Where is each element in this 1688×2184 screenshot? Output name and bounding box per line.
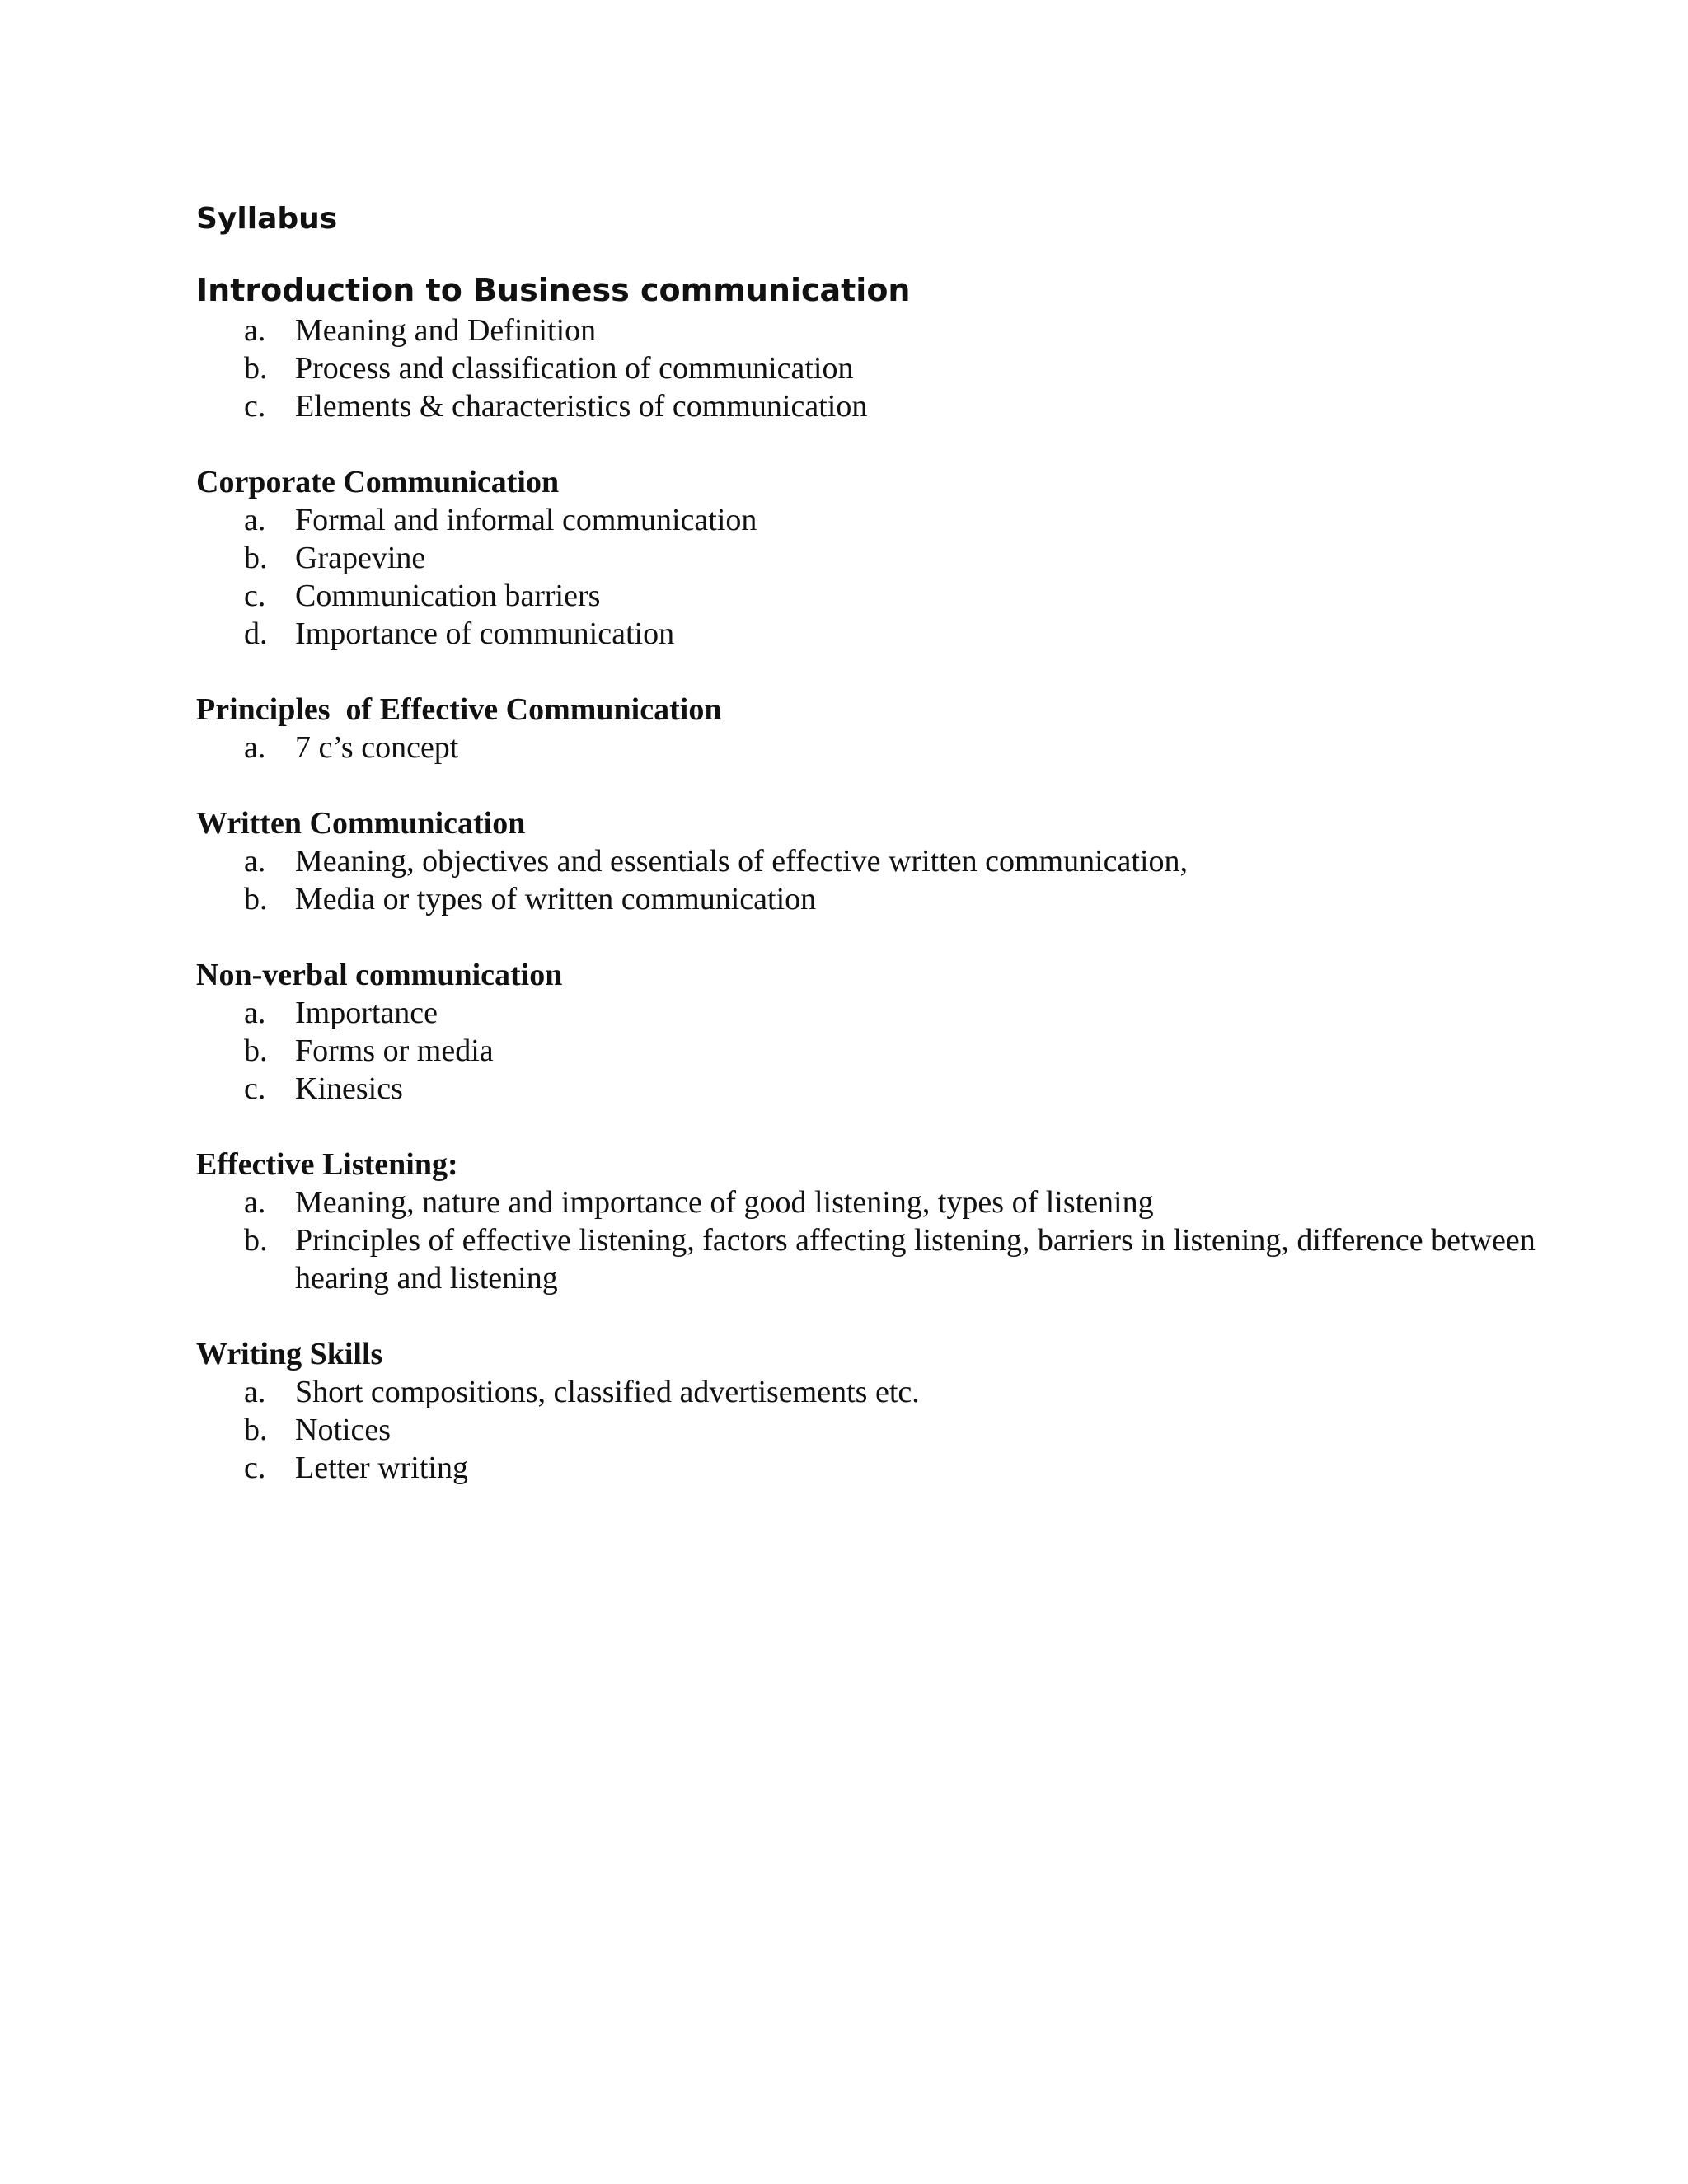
list-item — [196, 501, 1548, 539]
section-heading: Non-verbal communication — [196, 958, 563, 992]
list-item — [196, 577, 1548, 615]
section-item-list — [196, 994, 1548, 1108]
list-item-text: Meaning, nature and importance of good listening, types of listening — [295, 1185, 1154, 1220]
list-item — [196, 1032, 1548, 1070]
list-item-text: Kinesics — [295, 1071, 403, 1106]
list-item-marker: c. — [244, 1071, 266, 1106]
section-item-list — [196, 501, 1548, 653]
list-item — [196, 387, 1548, 425]
list-item — [196, 1221, 1548, 1297]
section-item-list — [196, 729, 1548, 766]
list-item — [196, 880, 1548, 918]
list-item — [196, 312, 1548, 349]
list-item-text: 7 c’s concept — [295, 730, 459, 765]
list-item-text: Meaning, objectives and essentials of effective written communication, — [295, 844, 1189, 879]
section-item-list — [196, 312, 1548, 425]
list-item-marker: c. — [244, 579, 266, 613]
list-item-marker: c. — [244, 1451, 266, 1485]
list-item-marker: b. — [244, 882, 268, 916]
list-item-text: Principles of effective listening, factors affecting listening, barriers in listening, difference between hearing and listening — [295, 1223, 1536, 1296]
list-item-text: Grapevine — [295, 541, 426, 575]
list-item — [196, 842, 1548, 880]
syllabus-section — [196, 956, 1548, 1108]
list-item — [196, 994, 1548, 1032]
section-item-list — [196, 842, 1548, 918]
list-item-text: Letter writing — [295, 1451, 468, 1485]
list-item-marker: a. — [244, 996, 266, 1030]
list-item-marker: a. — [244, 1375, 266, 1409]
section-heading: Principles of Effective Communication — [196, 692, 722, 727]
syllabus-section — [196, 691, 1548, 766]
list-item-marker: b. — [244, 541, 268, 575]
syllabus-section — [196, 1146, 1548, 1297]
list-item — [196, 1070, 1548, 1108]
syllabus-section — [196, 1335, 1548, 1487]
list-item — [196, 1449, 1548, 1487]
list-item-marker: b. — [244, 351, 268, 386]
list-item-text: Elements & characteristics of communication — [295, 389, 868, 424]
list-item — [196, 1183, 1548, 1221]
list-item-text: Short compositions, classified advertisements etc. — [295, 1375, 920, 1409]
list-item-marker: a. — [244, 730, 266, 765]
list-item — [196, 615, 1548, 653]
list-item-marker: d. — [244, 616, 268, 651]
syllabus-section — [196, 463, 1548, 653]
document-content — [196, 196, 1548, 1487]
list-item-marker: a. — [244, 503, 266, 537]
list-item-marker: a. — [244, 844, 266, 879]
list-item-marker: a. — [244, 1185, 266, 1220]
section-heading: Effective Listening: — [196, 1147, 458, 1182]
list-item-text: Forms or media — [295, 1033, 494, 1068]
list-item-text: Meaning and Definition — [295, 313, 597, 348]
list-item — [196, 729, 1548, 766]
list-item-marker: b. — [244, 1413, 268, 1447]
list-item — [196, 1373, 1548, 1411]
list-item-text: Communication barriers — [295, 579, 601, 613]
list-item-text: Importance — [295, 996, 438, 1030]
document-title: Syllabus — [196, 202, 338, 236]
list-item-text: Process and classification of communication — [295, 351, 854, 386]
section-heading: Writing Skills — [196, 1337, 383, 1371]
section-heading: Corporate Communication — [196, 465, 560, 499]
syllabus-section — [196, 269, 1548, 425]
list-item-text: Formal and informal communication — [295, 503, 757, 537]
list-item — [196, 1411, 1548, 1449]
syllabus-section — [196, 804, 1548, 918]
list-item-text: Importance of communication — [295, 616, 675, 651]
list-item-text: Media or types of written communication — [295, 882, 817, 916]
section-heading: Written Communication — [196, 806, 526, 841]
list-item-marker: c. — [244, 389, 266, 424]
list-item-marker: b. — [244, 1033, 268, 1068]
section-item-list — [196, 1373, 1548, 1487]
section-item-list — [196, 1183, 1548, 1297]
list-item — [196, 539, 1548, 577]
list-item-text: Notices — [295, 1413, 392, 1447]
list-item-marker: b. — [244, 1223, 268, 1258]
list-item-marker: a. — [244, 313, 266, 348]
section-heading: Introduction to Business communication — [196, 272, 911, 308]
list-item — [196, 349, 1548, 387]
